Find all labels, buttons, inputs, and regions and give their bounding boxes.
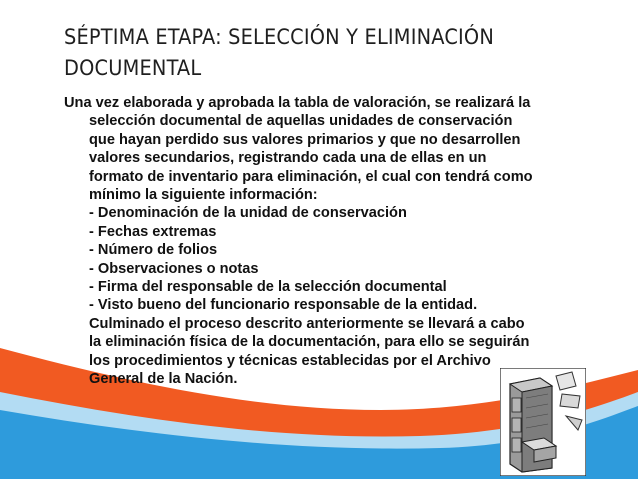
closing-line: los procedimientos y técnicas establecidas por el Archivo: [89, 352, 491, 369]
list-item: - Visto bueno del funcionario responsable de la entidad.: [89, 297, 478, 314]
paragraph: [64, 94, 584, 112]
slide-title-line-1: SÉPTIMA ETAPA: SELECCIÓN Y ELIMINACIÓN: [64, 25, 495, 50]
paragraph-line: mínimo la siguiente información:: [89, 187, 318, 204]
closing-line: Culminado el proceso descrito anteriormente se llevará a cabo: [89, 315, 525, 332]
paragraph-line: Una vez elaborada y aprobada la tabla de valoración, se realizará la: [64, 95, 531, 111]
list-item: - Observaciones o notas: [89, 260, 259, 277]
list-item: - Número de folios: [89, 242, 218, 259]
slide-body: [64, 94, 584, 389]
paragraph-line: selección documental de aquellas unidades de conservación: [89, 113, 513, 130]
slide-title-line-2: DOCUMENTAL: [64, 56, 202, 81]
paragraph-line: formato de inventario para eliminación, el cual con tendrá como: [89, 168, 533, 185]
list-item: - Denominación de la unidad de conservación: [89, 205, 407, 222]
list-item: - Fechas extremas: [89, 223, 217, 240]
closing-line: General de la Nación.: [89, 371, 238, 388]
list-item: - Firma del responsable de la selección documental: [89, 279, 447, 296]
paragraph-line: valores secundarios, registrando cada una de ellas en un: [89, 150, 487, 167]
closing-line: la eliminación física de la documentación, para ello se seguirán: [89, 334, 530, 351]
paragraph-line: que hayan perdido sus valores primarios y que no desarrollen: [89, 131, 521, 148]
filing-cabinet-icon: [500, 368, 586, 476]
slide-title: [64, 22, 604, 84]
